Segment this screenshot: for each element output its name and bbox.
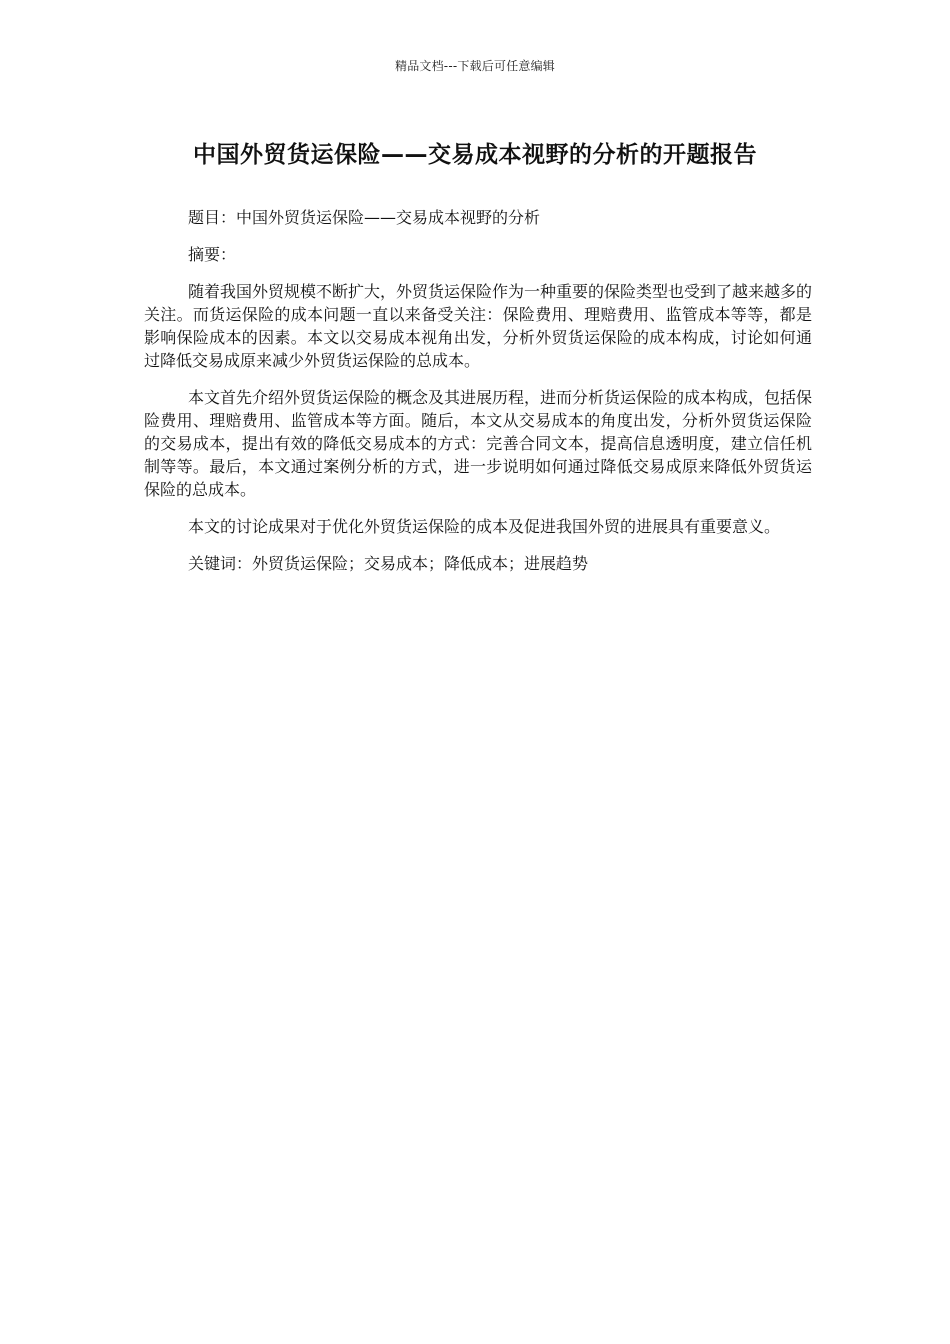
abstract-label: 摘要： xyxy=(188,245,237,264)
document-body xyxy=(144,206,812,589)
abstract-paragraph: 本文首先介绍外贸货运保险的概念及其进展历程，进而分析货运保险的成本构成，包括保险费用、理赔费用、监管成本等方面。随后，本文从交易成本的角度出发，分析外贸货运保险的交易成本，提出有效的降低交易成本的方式：完善合同文本，提高信息透明度，建立信任机制等等。最后，本文通过案例分析的方式，进一步说明如何通过降低交易成原来降低外贸货运保险的总成本。 xyxy=(144,388,813,499)
abstract-paragraph: 随着我国外贸规模不断扩大，外贸货运保险作为一种重要的保险类型也受到了越来越多的关注。而货运保险的成本问题一直以来备受关注：保险费用、理赔费用、监管成本等等，都是影响保险成本的因素。本文以交易成本视角出发，分析外贸货运保险的成本构成，讨论如何通过降低交易成原来减少外贸货运保险的总成本。 xyxy=(144,282,813,370)
keywords-line: 关键词：外贸货运保险；交易成本；降低成本；进展趋势 xyxy=(188,554,589,573)
header-note: 精品文档---下载后可任意编辑 xyxy=(395,59,555,73)
subject-line: 题目：中国外贸货运保险——交易成本视野的分析 xyxy=(188,208,541,227)
abstract-paragraph: 本文的讨论成果对于优化外贸货运保险的成本及促进我国外贸的进展具有重要意义。 xyxy=(188,517,781,536)
document-title: 中国外贸货运保险——交易成本视野的分析的开题报告 xyxy=(193,142,757,168)
